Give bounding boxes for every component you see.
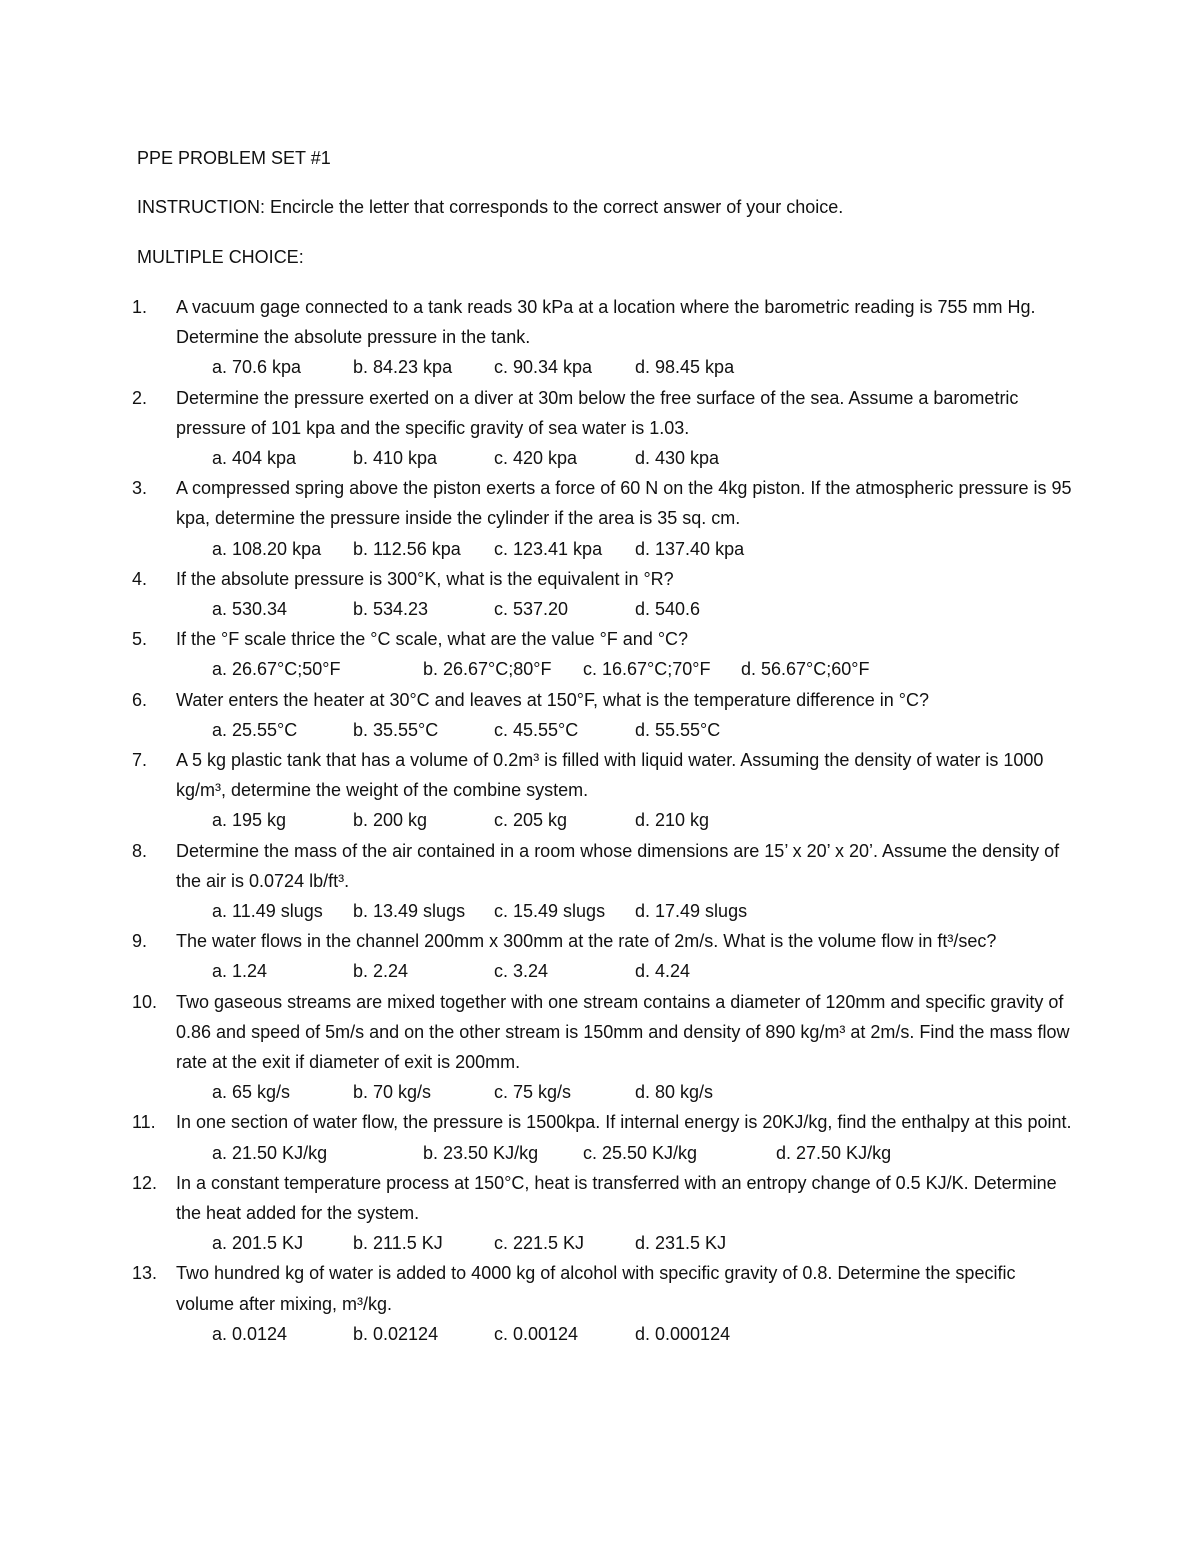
answer-choices <box>212 1138 1072 1168</box>
answer-choice-a[interactable]: a. 0.0124 <box>212 1323 288 1344</box>
answer-choice-c[interactable]: c. 537.20 <box>494 598 569 619</box>
question-text: Two hundred kg of water is added to 4000 kg of alcohol with specific gravity of 0.8. Determine the specific volume after mixing, m³/kg. <box>176 1263 1016 1314</box>
answer-choice-c[interactable]: c. 16.67°C;70°F <box>583 659 711 680</box>
question-item <box>132 926 1072 986</box>
question-text: A 5 kg plastic tank that has a volume of 0.2m³ is filled with liquid water. Assuming the density of water is 1000 kg/m³, determine the weight of the combine system. <box>176 749 1044 801</box>
question-number: 7. <box>132 749 148 770</box>
question-item <box>132 473 1072 564</box>
answer-choice-d[interactable]: d. 80 kg/s <box>635 1082 714 1103</box>
answer-choices <box>212 1228 1072 1258</box>
answer-choice-a[interactable]: a. 70.6 kpa <box>212 357 302 378</box>
answer-choice-d[interactable]: d. 98.45 kpa <box>635 357 735 378</box>
answer-choice-a[interactable]: a. 108.20 kpa <box>212 538 322 559</box>
question-text: In a constant temperature process at 150°C, heat is transferred with an entropy change of 0.5 KJ/K. Determine the heat added for the system. <box>176 1172 1057 1223</box>
question-text: Determine the mass of the air contained in a room whose dimensions are 15’ x 20’ x 20’. Assume the density of the air is 0.0724 lb/ft³. <box>176 840 1060 891</box>
question-text: If the absolute pressure is 300°K, what is the equivalent in °R? <box>176 568 674 589</box>
question-number: 13. <box>132 1263 158 1284</box>
answer-choices <box>212 534 1072 564</box>
answer-choices <box>212 805 1072 835</box>
answer-choice-d[interactable]: d. 210 kg <box>635 810 710 831</box>
answer-choice-b[interactable]: b. 211.5 KJ <box>353 1233 443 1254</box>
question-number: 4. <box>132 568 148 589</box>
answer-choices <box>212 1077 1072 1107</box>
question-number: 1. <box>132 297 148 317</box>
question-item <box>132 383 1072 474</box>
answer-choices <box>212 352 1072 382</box>
answer-choice-b[interactable]: b. 112.56 kpa <box>353 538 461 559</box>
section-heading: MULTIPLE CHOICE: <box>137 247 304 267</box>
question-text: A compressed spring above the piston exerts a force of 60 N on the 4kg piston. If the atmospheric pressure is 95 kpa, determine the pressure inside the cylinder if the area is 35 sq. cm. <box>176 478 1072 529</box>
answer-choice-c[interactable]: c. 221.5 KJ <box>494 1233 585 1254</box>
question-number: 5. <box>132 629 148 650</box>
answer-choice-d[interactable]: d. 56.67°C;60°F <box>741 659 870 680</box>
question-number: 9. <box>132 931 148 952</box>
answer-choice-d[interactable]: d. 4.24 <box>635 961 691 982</box>
answer-choice-b[interactable]: b. 200 kg <box>353 810 428 831</box>
answer-choice-d[interactable]: d. 0.000124 <box>635 1323 731 1344</box>
question-number: 12. <box>132 1172 158 1193</box>
answer-choice-c[interactable]: c. 420 kpa <box>494 448 578 468</box>
question-item <box>132 624 1072 684</box>
answer-choice-c[interactable]: c. 75 kg/s <box>494 1082 572 1103</box>
question-number: 3. <box>132 478 148 499</box>
answer-choice-a[interactable]: a. 530.34 <box>212 598 288 619</box>
question-number: 11. <box>132 1112 156 1133</box>
question-item <box>132 836 1072 927</box>
answer-choice-a[interactable]: a. 26.67°C;50°F <box>212 659 341 680</box>
answer-choice-a[interactable]: a. 21.50 KJ/kg <box>212 1142 328 1163</box>
question-text: Determine the pressure exerted on a diver at 30m below the free surface of the sea. Assume a barometric pressure of 101 kpa and the specific gravity of sea water is 1.03. <box>176 387 1019 438</box>
question-list <box>132 292 1072 1349</box>
answer-choice-c[interactable]: c. 205 kg <box>494 810 568 831</box>
question-item <box>132 564 1072 624</box>
answer-choice-c[interactable]: c. 25.50 KJ/kg <box>583 1142 698 1163</box>
answer-choice-b[interactable]: b. 70 kg/s <box>353 1082 432 1103</box>
answer-choice-c[interactable]: c. 0.00124 <box>494 1323 579 1344</box>
answer-choice-b[interactable]: b. 410 kpa <box>353 448 438 468</box>
answer-choice-a[interactable]: a. 195 kg <box>212 810 287 831</box>
question-item <box>132 1168 1072 1259</box>
answer-choice-a[interactable]: a. 201.5 KJ <box>212 1233 304 1254</box>
answer-choices <box>212 1319 1072 1349</box>
answer-choices <box>212 956 1072 986</box>
answer-choice-a[interactable]: a. 65 kg/s <box>212 1082 291 1103</box>
question-number: 2. <box>132 387 148 408</box>
question-item <box>132 1107 1072 1167</box>
question-item <box>132 1258 1072 1349</box>
question-text: Water enters the heater at 30°C and leaves at 150°F, what is the temperature difference in °C? <box>176 689 930 710</box>
answer-choice-a[interactable]: a. 404 kpa <box>212 448 297 468</box>
answer-choices <box>212 443 1072 473</box>
question-number: 8. <box>132 840 148 861</box>
answer-choice-d[interactable]: d. 55.55°C <box>635 719 721 740</box>
answer-choice-b[interactable]: b. 2.24 <box>353 961 409 982</box>
answer-choice-b[interactable]: b. 26.67°C;80°F <box>423 659 552 680</box>
answer-choice-b[interactable]: b. 35.55°C <box>353 719 439 740</box>
question-item <box>132 987 1072 1108</box>
answer-choice-c[interactable]: c. 45.55°C <box>494 719 579 740</box>
answer-choice-d[interactable]: d. 17.49 slugs <box>635 900 748 921</box>
question-text: If the °F scale thrice the °C scale, what are the value °F and °C? <box>176 629 689 650</box>
answer-choices <box>212 715 1072 745</box>
answer-choice-d[interactable]: d. 231.5 KJ <box>635 1233 727 1254</box>
question-text: A vacuum gage connected to a tank reads 30 kPa at a location where the barometric reading is 755 mm Hg. Determine the absolute pressure in the tank. <box>176 297 1036 348</box>
answer-choice-d[interactable]: d. 137.40 kpa <box>635 538 745 559</box>
answer-choice-b[interactable]: b. 0.02124 <box>353 1323 439 1344</box>
answer-choice-b[interactable]: b. 13.49 slugs <box>353 900 466 921</box>
question-item <box>132 292 1072 383</box>
document-title: PPE PROBLEM SET #1 <box>137 148 331 168</box>
answer-choice-b[interactable]: b. 23.50 KJ/kg <box>423 1142 539 1163</box>
answer-choice-c[interactable]: c. 90.34 kpa <box>494 357 593 378</box>
answer-choice-c[interactable]: c. 15.49 slugs <box>494 900 606 921</box>
answer-choice-d[interactable]: d. 27.50 KJ/kg <box>776 1142 892 1163</box>
answer-choice-c[interactable]: c. 123.41 kpa <box>494 538 603 559</box>
answer-choices <box>212 896 1072 926</box>
answer-choice-b[interactable]: b. 84.23 kpa <box>353 357 453 378</box>
answer-choice-a[interactable]: a. 11.49 slugs <box>212 900 323 921</box>
answer-choice-b[interactable]: b. 534.23 <box>353 598 429 619</box>
answer-choice-a[interactable]: a. 1.24 <box>212 961 268 982</box>
question-number: 6. <box>132 689 148 710</box>
question-text: The water flows in the channel 200mm x 300mm at the rate of 2m/s. What is the volume flow in ft³/sec? <box>176 931 997 952</box>
instruction-text: INSTRUCTION: Encircle the letter that corresponds to the correct answer of your choice. <box>137 197 844 217</box>
answer-choice-a[interactable]: a. 25.55°C <box>212 719 298 740</box>
answer-choices <box>212 654 1072 684</box>
answer-choice-c[interactable]: c. 3.24 <box>494 961 549 982</box>
question-item <box>132 685 1072 745</box>
answer-choices <box>212 594 1072 624</box>
question-text: In one section of water flow, the pressure is 1500kpa. If internal energy is 20KJ/kg, find the enthalpy at this point. <box>176 1112 1072 1133</box>
question-number: 10. <box>132 991 158 1012</box>
answer-choice-d[interactable]: d. 540.6 <box>635 598 701 619</box>
question-text: Two gaseous streams are mixed together with one stream contains a diameter of 120mm and specific gravity of 0.86 and speed of 5m/s and on the other stream is 150mm and density of 890 kg/m³ at 2m/s. Find the mass flow rate at the exit if diameter of exit is 200mm. <box>176 991 1070 1072</box>
answer-choice-d[interactable]: d. 430 kpa <box>635 448 720 468</box>
question-item <box>132 745 1072 836</box>
